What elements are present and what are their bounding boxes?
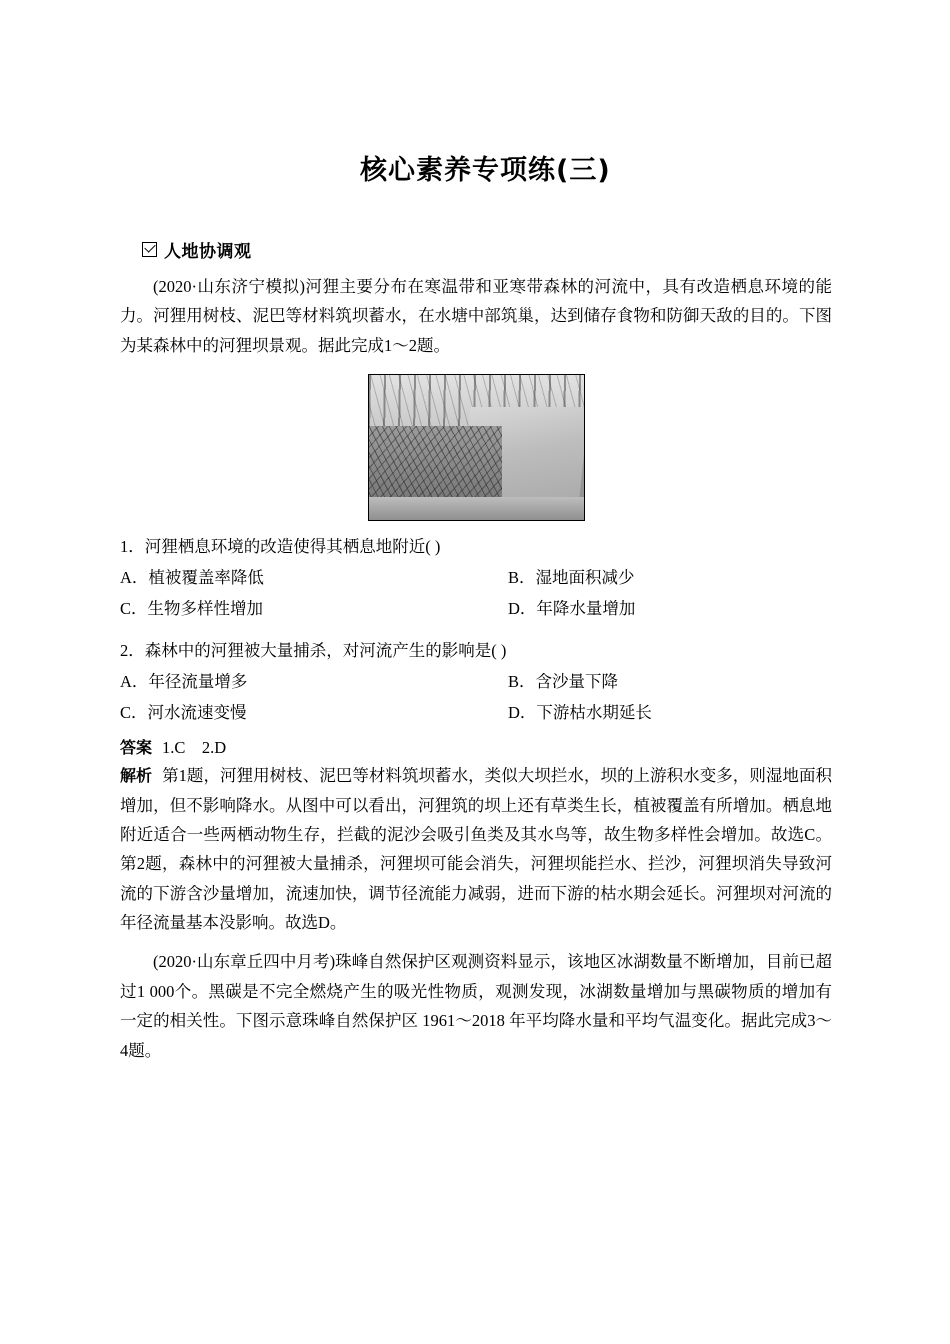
question-1-options	[120, 562, 832, 593]
question-2-option-a[interactable]: A．年径流量增多	[120, 671, 248, 691]
checkbox-checked-icon	[142, 242, 157, 257]
footer-space	[120, 1065, 832, 1105]
question-2-option-b[interactable]: B．含沙量下降	[508, 671, 619, 691]
analysis-block	[120, 761, 832, 937]
answer-text: 1.C 2.D	[162, 738, 227, 758]
question-1-option-c[interactable]: C．生物多样性增加	[120, 599, 264, 619]
question-2-option-d[interactable]: D．下游枯水期延长	[508, 702, 652, 722]
question-1-option-b[interactable]: B．湿地面积减少	[508, 567, 635, 587]
passage-1: (2020·山东济宁模拟)河狸主要分布在寒温带和亚寒带森林的河流中，具有改造栖息环境的能力。河狸用树枝、泥巴等材料筑坝蓄水，在水塘中部筑巢，达到储存食物和防御天敌的目的。下图为某森林中的河狸坝景观。据此完成1～2题。	[120, 277, 832, 355]
section-header	[142, 237, 832, 262]
answer-label: 答案	[120, 738, 153, 758]
question-1-options-row2	[120, 593, 832, 624]
question-2-stem: 2．森林中的河狸被大量捕杀，对河流产生的影响是( )	[120, 640, 507, 660]
page-title: 核心素养专项练(三)	[360, 155, 611, 186]
passage-2: (2020·山东章丘四中月考)珠峰自然保护区观测资料显示，该地区冰湖数量不断增加，目前已超过1 000个。黑碳是不完全燃烧产生的吸光性物质，观测发现，冰湖数量增加与黑碳物质的增加有一定的相关性。下图示意珠峰自然保护区 1961～2018 年平均降水量和平均气温变化。据此完成3～4题。	[120, 952, 832, 1060]
question-2-options-row2	[120, 697, 832, 728]
photo-bank-layer	[369, 497, 584, 520]
analysis-label: 解析	[120, 766, 153, 786]
question-1-stem: 1．河狸栖息环境的改造使得其栖息地附近( )	[120, 537, 441, 557]
analysis-text: 第1题，河狸用树枝、泥巴等材料筑坝蓄水，类似大坝拦水，坝的上游积水变多，则湿地面积增加，但不影响降水。从图中可以看出，河狸筑的坝上还有草类生长，植被覆盖有所增加。栖息地附近适合一些两栖动物生存，拦截的泥沙会吸引鱼类及其水鸟等，故生物多样性会增加。故选C。第2题，森林中的河狸被大量捕杀，河狸坝可能会消失，河狸坝能拦水、拦沙，河狸坝消失导致河流的下游含沙量增加，流速加快，调节径流能力减弱，进而下游的枯水期会延长。河狸坝对河流的年径流量基本没影响。故选D。	[120, 766, 832, 933]
page-content	[120, 0, 832, 1105]
answer-row	[120, 734, 832, 758]
question-1-option-d[interactable]: D．年降水量增加	[508, 599, 636, 619]
section-label: 人地协调观	[164, 242, 252, 262]
question-2-option-c[interactable]: C．河水流速变慢	[120, 702, 247, 722]
beaver-dam-photo	[368, 374, 585, 521]
question-2-options	[120, 666, 832, 697]
question-1-option-a[interactable]: A．植被覆盖率降低	[120, 567, 264, 587]
